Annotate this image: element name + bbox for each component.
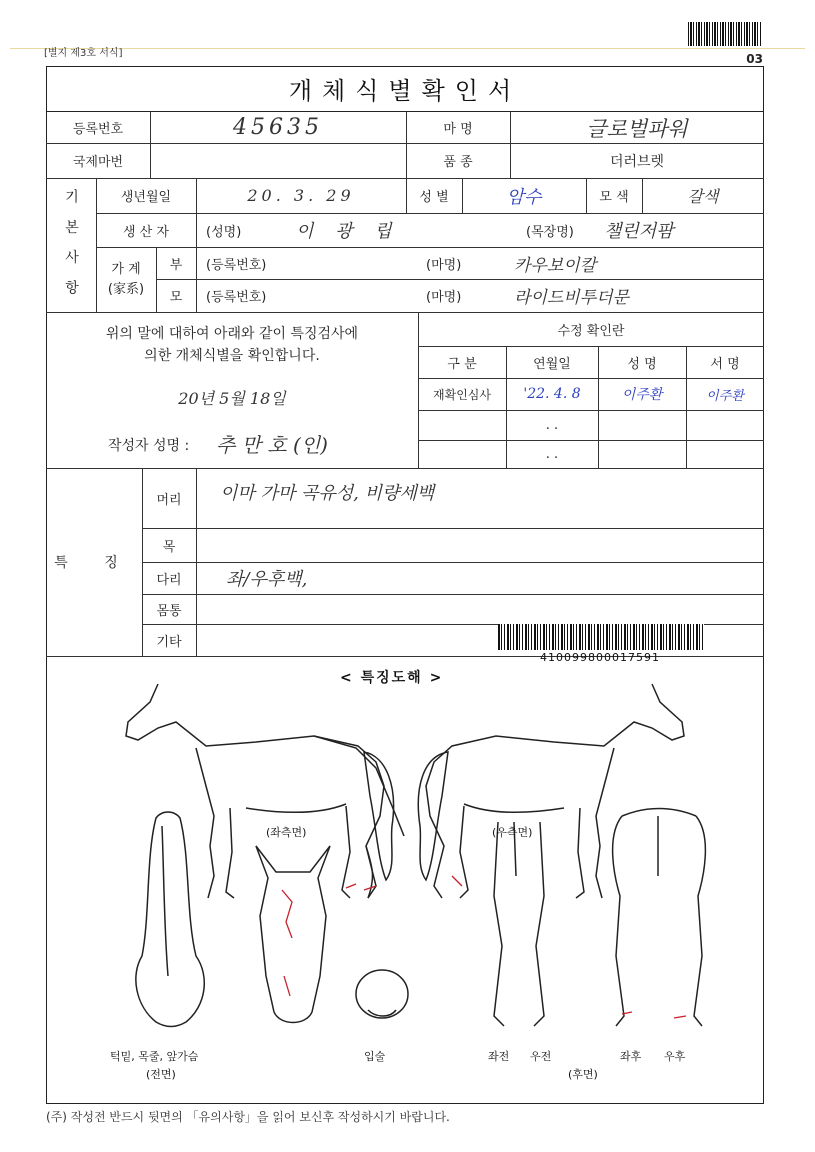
horse-name-label: 마 명 <box>443 122 473 137</box>
revision-row1-name: 이주환 <box>621 387 663 403</box>
producer-name-value: 이 광 립 <box>296 221 400 242</box>
revision-title: 수정 확인란 <box>557 323 625 339</box>
reg-no-label: 등록번호 <box>72 122 124 137</box>
head-front-figure <box>256 846 330 1023</box>
front-view-caption: (전면) <box>146 1068 176 1081</box>
dam-reg-label: (등록번호) <box>206 290 267 305</box>
muzzle-label: 입술 <box>364 1050 386 1063</box>
color-label: 모 색 <box>599 190 629 205</box>
writer-value: 추 만 호 (인) <box>216 432 328 457</box>
revision-row3-date: . . <box>545 446 559 462</box>
statement-line-2: 의한 개체식별을 확인합니다. <box>144 348 320 364</box>
reg-no-value: 45635 <box>233 115 323 140</box>
horse-diagram <box>46 676 764 1066</box>
sire-name-value: 카우보이칼 <box>514 255 597 276</box>
breed-value: 더러브렛 <box>609 153 665 170</box>
head-value: 이마 가마 곡유성, 비량세백 <box>220 483 435 504</box>
barcode-number: 410099800017591 <box>540 651 660 664</box>
sire-name-label: (마명) <box>426 257 462 273</box>
color-value: 갈색 <box>687 187 719 206</box>
header-barcode <box>688 22 762 46</box>
rear-right-label: 우후 <box>664 1050 686 1063</box>
revision-row1-date: '22. 4. 8 <box>523 386 581 402</box>
document-barcode <box>498 624 704 650</box>
front-legs-figure <box>494 822 544 1026</box>
producer-name-label: (성명) <box>206 224 242 240</box>
other-label: 기타 <box>156 634 182 650</box>
sire-reg-label: (등록번호) <box>206 257 267 273</box>
intl-name-label: 국제마번 <box>72 155 124 170</box>
rear-left-label: 좌후 <box>620 1050 642 1063</box>
left-side-horse-figure <box>126 684 404 898</box>
document-title: 개체식별확인서 <box>46 66 764 112</box>
muzzle-figure <box>356 970 408 1018</box>
confirm-date: 20년 5월 18일 <box>178 388 286 408</box>
front-right-label: 우전 <box>530 1050 552 1063</box>
front-view-figure <box>136 812 204 1027</box>
pedigree-label: 가 계 (家系) <box>107 261 145 297</box>
revision-row2-date: . . <box>545 417 559 433</box>
statement-line-1: 위의 말에 대하여 아래와 같이 특징검사에 <box>105 326 359 342</box>
form-reference: [별지 제3호 서식] <box>44 48 123 59</box>
features-section-label: 특 징 <box>54 555 134 571</box>
revision-row1-type: 재확인심사 <box>433 387 491 402</box>
dam-label: 모 <box>169 290 183 305</box>
rear-view-figure <box>613 809 706 1027</box>
neck-label: 목 <box>162 539 176 555</box>
top-rule <box>10 48 805 49</box>
right-side-caption: (우측면) <box>492 826 533 839</box>
sex-label: 성 별 <box>419 190 449 205</box>
page-number: 03 <box>746 52 763 66</box>
farm-label: (목장명) <box>526 224 574 240</box>
dob-value: 20. 3. 29 <box>247 186 355 205</box>
producer-label: 생 산 자 <box>123 224 169 240</box>
horse-name-value: 글로벌파워 <box>586 116 688 141</box>
left-side-caption: (좌측면) <box>266 826 307 839</box>
revision-col-sign: 서 명 <box>710 356 740 372</box>
dam-name-value: 라이드비투더문 <box>514 288 629 308</box>
revision-row1-sign: 이주환 <box>706 388 744 404</box>
farm-value: 챌린저팜 <box>604 221 674 242</box>
rear-view-caption: (후면) <box>568 1068 598 1081</box>
body-label: 몸통 <box>156 603 182 619</box>
dob-label: 생년월일 <box>120 190 172 205</box>
diagram-title: < 특징도해 > <box>340 670 444 686</box>
sire-label: 부 <box>169 257 183 273</box>
revision-col-type: 구 분 <box>447 356 477 372</box>
writer-label: 작성자 성명 : <box>108 438 190 454</box>
footer-note: (주) 작성전 반드시 뒷면의 「유의사항」을 읽어 보신후 작성하시기 바랍니다. <box>46 1110 450 1124</box>
legs-value: 좌/우후백, <box>226 569 308 590</box>
basic-section-label: 기 본 사 항 <box>63 189 79 301</box>
sex-value: 암수 <box>506 186 542 208</box>
revision-col-date: 연월일 <box>533 356 571 372</box>
legs-label: 다리 <box>156 572 182 588</box>
breed-label: 품 종 <box>443 155 473 170</box>
revision-col-name: 성 명 <box>627 356 657 372</box>
right-side-horse-figure <box>418 684 684 898</box>
head-label: 머리 <box>156 492 182 508</box>
front-left-label: 좌전 <box>488 1050 510 1063</box>
dam-name-label: (마명) <box>426 290 462 305</box>
front-view-label: 턱밑, 목줄, 앞가슴 <box>110 1050 199 1063</box>
